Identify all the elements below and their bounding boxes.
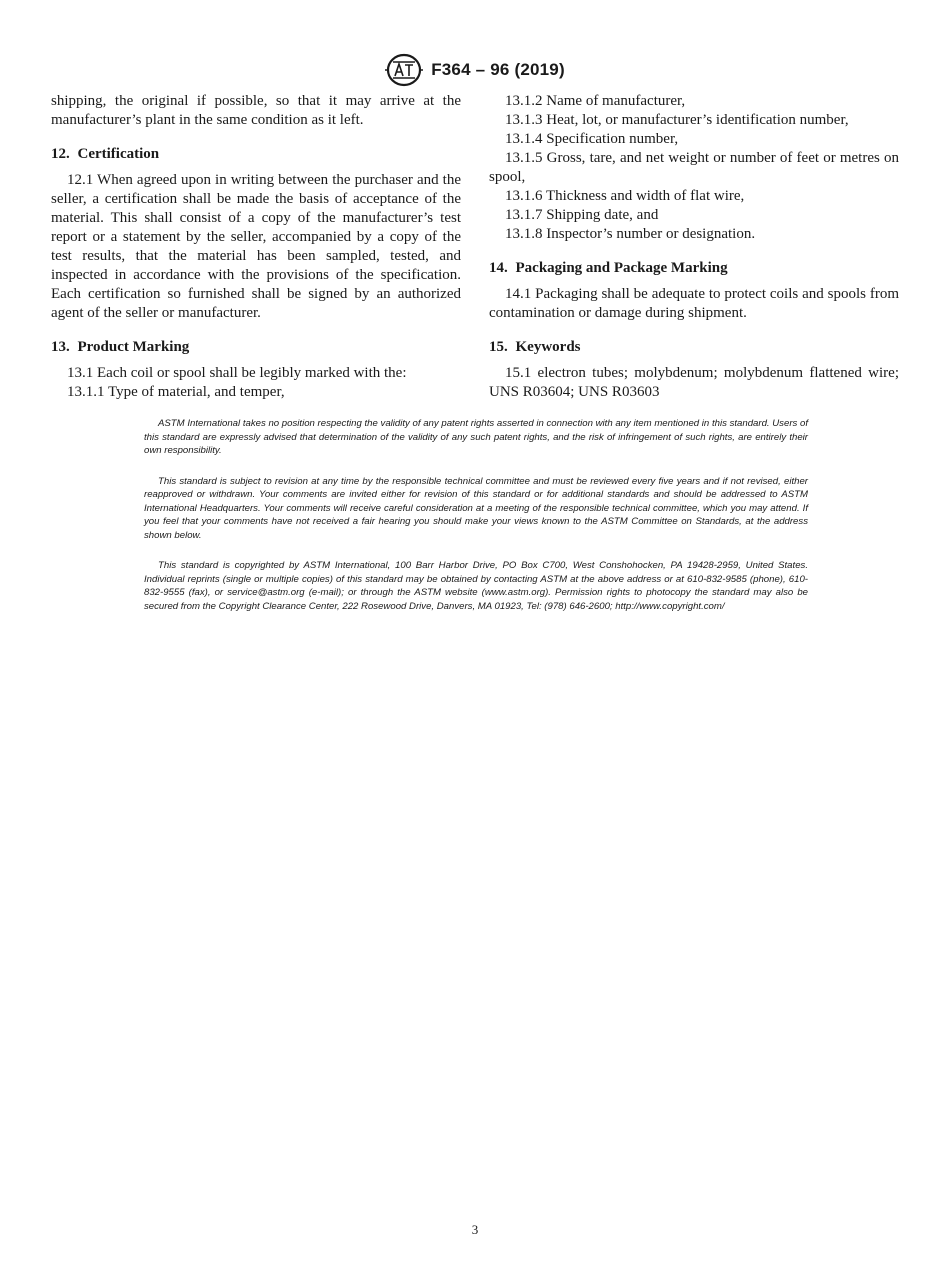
section-title: Certification <box>77 146 160 162</box>
item-13-1-4: 13.1.4 Specification number, <box>505 131 679 147</box>
patent-notice: ASTM International takes no position respecting the validity of any patent rights asserted in connection with any item mentioned in this standard. Users of this standard are expressly advised that determination of the validity of any such patent rights, and the risk of infringement of such rights, are entirely their own responsibility. <box>144 418 808 456</box>
page-number: 3 <box>471 1222 479 1237</box>
paragraph-12-1: 12.1 When agreed upon in writing between the purchaser and the seller, a certification shall be made the basis of acceptance of the material. This shall consist of a copy of the manufacturer’s test report or a statement by the seller, accompanied by a copy of the test results, that the material has been sampled, tested, and inspected in accordance with the provisions of the specification. Each certification so furnished shall be signed by an authorized agent of the seller or manufacturer. <box>51 172 461 321</box>
section-14-heading <box>489 259 899 278</box>
section-number: 12. <box>51 146 70 162</box>
section-number: 15. <box>489 339 508 355</box>
left-column <box>51 92 461 402</box>
continued-paragraph: shipping, the original if possible, so that it may arrive at the manufacturer’s plant in the same condition as it left. <box>51 93 461 128</box>
item-13-1-3: 13.1.3 Heat, lot, or manufacturer’s identification number, <box>505 112 849 128</box>
item-13-1-8: 13.1.8 Inspector’s number or designation. <box>505 226 756 242</box>
standard-designation: F364 – 96 (2019) <box>431 60 565 79</box>
section-13-heading <box>51 338 461 357</box>
section-15-heading <box>489 338 899 357</box>
astm-notices <box>144 417 808 630</box>
section-title: Product Marking <box>77 339 190 355</box>
section-number: 13. <box>51 339 70 355</box>
revision-notice: This standard is subject to revision at any time by the responsible technical committee and must be reviewed every five years and if not revised, either reapproved or withdrawn. Your comments are invited either for revision of this standard or for additional standards and should be addressed to ASTM International Headquarters. Your comments will receive careful consideration at a meeting of the responsible technical committee, which you may attend. If you feel that your comments have not received a fair hearing you should make your views known to the ASTM Committee on Standards, at the address shown below. <box>144 475 808 541</box>
copyright-notice: This standard is copyrighted by ASTM International, 100 Barr Harbor Drive, PO Box C700, West Conshohocken, PA 19428-2959, United States. Individual reprints (single or multiple copies) of this standard may be obtained by contacting ASTM at the above address or at 610-832-9585 (phone), 610-832-9555 (fax), or service@astm.org (e-mail); or through the ASTM website (www.astm.org). Permission rights to photocopy the standard may also be secured from the Copyright Clearance Center, 222 Rosewood Drive, Danvers, MA 01923, Tel: (978) 646-2600; http://www.copyright.com/ <box>144 560 808 612</box>
section-title: Packaging and Package Marking <box>515 260 728 276</box>
paragraph-15-1: 15.1 electron tubes; molybdenum; molybdenum flattened wire; UNS R03604; UNS R03603 <box>489 365 899 400</box>
paragraph-13-1: 13.1 Each coil or spool shall be legibly marked with the: <box>67 365 407 381</box>
item-13-1-2: 13.1.2 Name of manufacturer, <box>505 93 686 109</box>
section-number: 14. <box>489 260 508 276</box>
item-13-1-6: 13.1.6 Thickness and width of flat wire, <box>505 188 745 204</box>
page-header <box>0 53 950 87</box>
item-13-1-1: 13.1.1 Type of material, and temper, <box>67 384 285 400</box>
section-title: Keywords <box>515 339 581 355</box>
astm-logo-icon <box>385 53 423 87</box>
right-column <box>489 92 899 402</box>
item-13-1-5: 13.1.5 Gross, tare, and net weight or number of feet or metres on spool, <box>489 150 899 185</box>
paragraph-14-1: 14.1 Packaging shall be adequate to protect coils and spools from contamination or damage during shipment. <box>489 286 899 321</box>
item-13-1-7: 13.1.7 Shipping date, and <box>505 207 659 223</box>
section-12-heading <box>51 145 461 164</box>
